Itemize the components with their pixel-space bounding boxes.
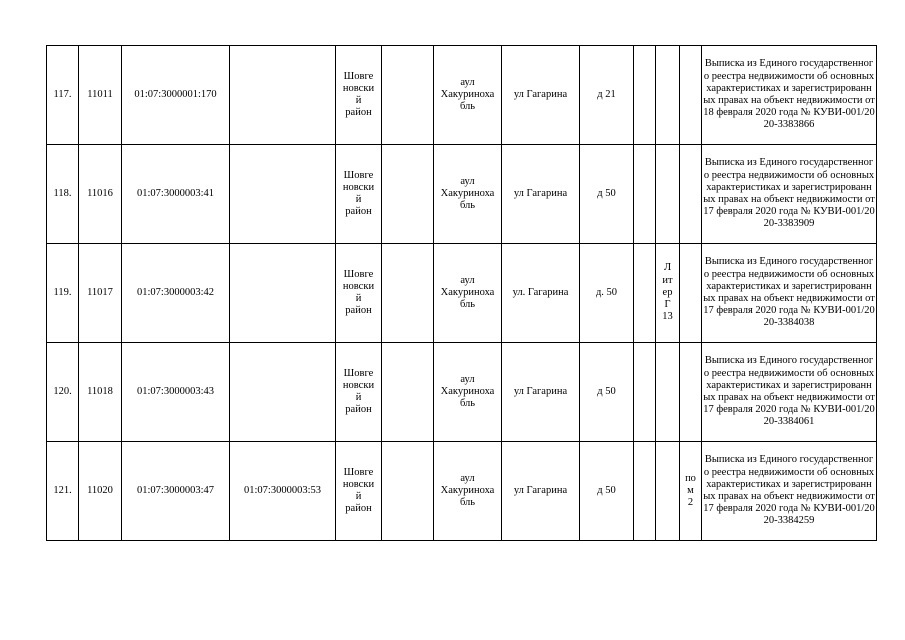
letter-cell [656, 442, 680, 541]
district-cell: Шовге новски й район [336, 343, 382, 442]
document-reference-cell: Выписка из Единого государственного реестра недвижимости об основных характеристиках и зарегистрированных правах на объект недвижимости от 18 февраля 2020 года № КУВИ-001/2020-3383866 [702, 46, 877, 145]
street-cell: ул Гагарина [502, 145, 580, 244]
extra-cell-1 [634, 145, 656, 244]
house-cell: д 50 [580, 442, 634, 541]
premises-cell [680, 145, 702, 244]
cadastral-number-cell: 01:07:3000003:43 [122, 343, 230, 442]
premises-cell: по м 2 [680, 442, 702, 541]
object-code-cell: 11016 [79, 145, 122, 244]
district-cell: Шовге новски й район [336, 46, 382, 145]
street-cell: ул. Гагарина [502, 244, 580, 343]
house-cell: д 50 [580, 145, 634, 244]
object-code-cell: 11018 [79, 343, 122, 442]
street-cell: ул Гагарина [502, 46, 580, 145]
settlement-cell: аул Хакуриноха бль [434, 343, 502, 442]
extra-cell-1 [634, 442, 656, 541]
premises-cell [680, 46, 702, 145]
premises-cell [680, 343, 702, 442]
premises-cell [680, 244, 702, 343]
street-cell: ул Гагарина [502, 343, 580, 442]
row-number-cell: 120. [47, 343, 79, 442]
settlement-cell: аул Хакуриноха бль [434, 145, 502, 244]
document-reference-cell: Выписка из Единого государственного реестра недвижимости об основных характеристиках и зарегистрированных правах на объект недвижимости от 17 февраля 2020 года № КУВИ-001/2020-3384061 [702, 343, 877, 442]
letter-cell [656, 145, 680, 244]
parent-cadastral-number-cell [230, 145, 336, 244]
object-code-cell: 11011 [79, 46, 122, 145]
street-cell: ул Гагарина [502, 442, 580, 541]
district-cell: Шовге новски й район [336, 244, 382, 343]
object-code-cell: 11020 [79, 442, 122, 541]
letter-cell [656, 343, 680, 442]
cadastral-number-cell: 01:07:3000003:41 [122, 145, 230, 244]
document-reference-cell: Выписка из Единого государственного реестра недвижимости об основных характеристиках и зарегистрированных правах на объект недвижимости от 17 февраля 2020 года № КУВИ-001/2020-3383909 [702, 145, 877, 244]
settlement-cell: аул Хакуриноха бль [434, 244, 502, 343]
table-row [47, 145, 877, 244]
letter-cell [656, 46, 680, 145]
object-code-cell: 11017 [79, 244, 122, 343]
parent-cadastral-number-cell [230, 244, 336, 343]
row-number-cell: 118. [47, 145, 79, 244]
row-number-cell: 121. [47, 442, 79, 541]
registry-table-body [47, 46, 877, 541]
table-row [47, 46, 877, 145]
cadastral-number-cell: 01:07:3000003:47 [122, 442, 230, 541]
letter-cell: Л ит ер Г 13 [656, 244, 680, 343]
extra-cell-1 [634, 343, 656, 442]
settlement-type-cell [382, 244, 434, 343]
settlement-type-cell [382, 46, 434, 145]
parent-cadastral-number-cell [230, 46, 336, 145]
settlement-type-cell [382, 343, 434, 442]
settlement-type-cell [382, 145, 434, 244]
house-cell: д 50 [580, 343, 634, 442]
extra-cell-1 [634, 46, 656, 145]
row-number-cell: 117. [47, 46, 79, 145]
settlement-type-cell [382, 442, 434, 541]
house-cell: д. 50 [580, 244, 634, 343]
cadastral-number-cell: 01:07:3000001:170 [122, 46, 230, 145]
settlement-cell: аул Хакуриноха бль [434, 442, 502, 541]
settlement-cell: аул Хакуриноха бль [434, 46, 502, 145]
table-row [47, 343, 877, 442]
parent-cadastral-number-cell [230, 343, 336, 442]
document-reference-cell: Выписка из Единого государственного реестра недвижимости об основных характеристиках и зарегистрированных правах на объект недвижимости от 17 февраля 2020 года № КУВИ-001/2020-3384038 [702, 244, 877, 343]
house-cell: д 21 [580, 46, 634, 145]
table-row [47, 442, 877, 541]
registry-table [46, 45, 877, 541]
row-number-cell: 119. [47, 244, 79, 343]
table-row [47, 244, 877, 343]
district-cell: Шовге новски й район [336, 145, 382, 244]
document-reference-cell: Выписка из Единого государственного реестра недвижимости об основных характеристиках и зарегистрированных правах на объект недвижимости от 17 февраля 2020 года № КУВИ-001/2020-3384259 [702, 442, 877, 541]
cadastral-number-cell: 01:07:3000003:42 [122, 244, 230, 343]
extra-cell-1 [634, 244, 656, 343]
district-cell: Шовге новски й район [336, 442, 382, 541]
parent-cadastral-number-cell: 01:07:3000003:53 [230, 442, 336, 541]
